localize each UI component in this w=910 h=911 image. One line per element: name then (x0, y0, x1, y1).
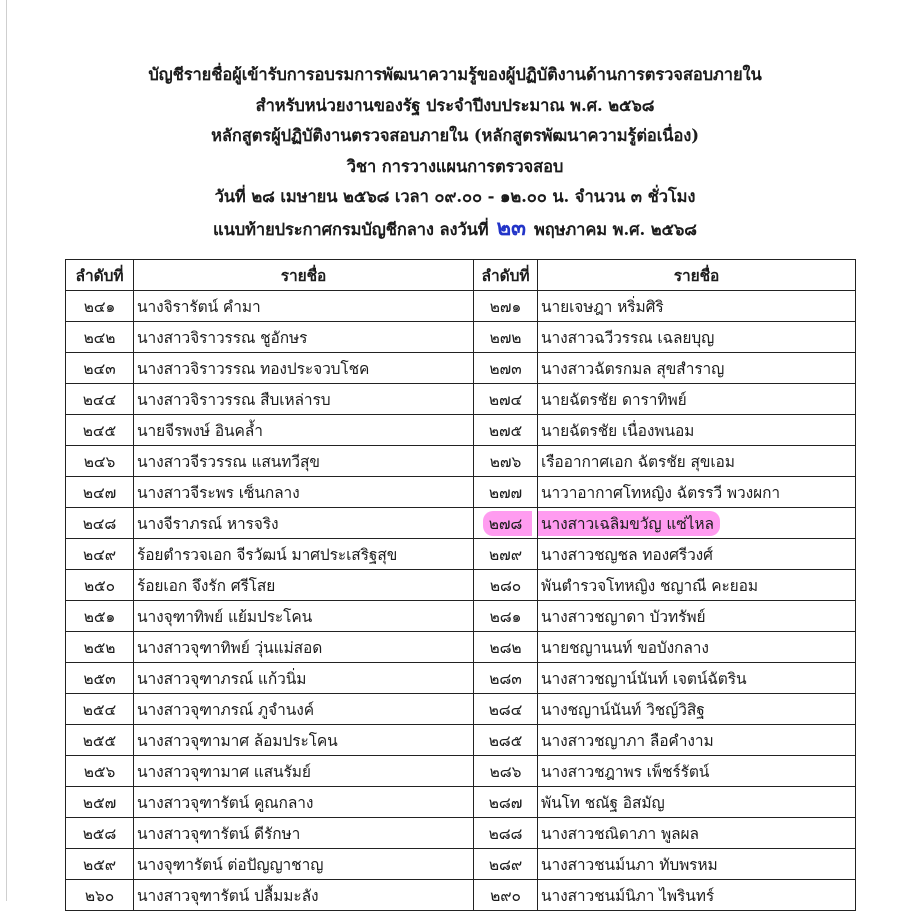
participant-name-right: นางสาวชญาดา บัวทรัพย์ (541, 607, 706, 626)
row-number-right-cell (474, 694, 538, 725)
participant-table (65, 259, 856, 911)
schedule-line: วันที่ ๒๘ เมษายน ๒๕๖๘ เวลา ๐๙.๐๐ - ๑๒.๐๐ น. จำนวน ๓ ชั่วโมง (214, 187, 696, 206)
row-number-right-cell (474, 849, 538, 880)
participant-name-right: เรืออากาศเอก ฉัตรชัย สุขเอม (541, 452, 735, 471)
row-number-right-cell (474, 322, 538, 353)
participant-name-left-cell (134, 818, 474, 849)
row-number-left-cell (66, 508, 134, 539)
row-number-left-cell (66, 415, 134, 446)
participant-name-right-cell (538, 322, 856, 353)
row-number-right-cell (474, 787, 538, 818)
participant-name-left: นางสาวจีระพร เซ็นกลาง (137, 483, 300, 502)
participant-name-left: นางจุฑาทิพย์ แย้มประโคน (137, 607, 313, 626)
row-number-right: ๒๘๒ (489, 638, 522, 657)
participant-name-right: นายเจษฎา หริ่มศิริ (541, 297, 664, 316)
participant-name-right-cell (538, 384, 856, 415)
row-number-left-cell (66, 818, 134, 849)
participant-name-right-cell (538, 725, 856, 756)
document-header (0, 60, 910, 243)
participant-name-left-cell (134, 694, 474, 725)
participant-name-right: นางสาวชญาภา ลือคำงาม (541, 731, 714, 750)
row-number-left: ๒๕๑ (83, 607, 116, 626)
row-number-left-cell (66, 446, 134, 477)
row-number-left-cell (66, 477, 134, 508)
participant-name-right: นางสาวชนม์นิภา ไพรินทร์ (541, 886, 715, 905)
row-number-right-cell (474, 570, 538, 601)
row-number-right-cell (474, 477, 538, 508)
table-row (66, 570, 856, 601)
row-number-right: ๒๘๖ (489, 762, 522, 781)
participant-name-right: นางสาวฉวีวรรณ เฉลยบุญ (541, 328, 715, 347)
column-header-number-right: ลำดับที่ (474, 260, 538, 291)
table-row (66, 632, 856, 663)
row-number-left-cell (66, 880, 134, 911)
row-number-left-cell (66, 756, 134, 787)
participant-name-right-cell (538, 570, 856, 601)
row-number-right: ๒๗๑ (489, 297, 522, 316)
row-number-right: ๒๘๑ (489, 607, 522, 626)
table-row (66, 880, 856, 911)
participant-name-left-cell (134, 756, 474, 787)
row-number-right-cell (474, 415, 538, 446)
row-number-left: ๒๕๖ (83, 762, 116, 781)
participant-name-left: นางสาวจุฑาภรณ์ แก้วนิ่ม (137, 669, 307, 688)
row-number-right-cell (474, 632, 538, 663)
row-number-right: ๒๗๙ (489, 545, 522, 564)
participant-name-left-cell (134, 601, 474, 632)
row-number-right-cell (474, 539, 538, 570)
participant-name-right: นางสาวฉัตรกมล สุขสำราญ (541, 359, 725, 378)
table-row (66, 291, 856, 322)
row-number-left-cell (66, 384, 134, 415)
row-number-left: ๒๕๙ (82, 855, 116, 874)
table-row (66, 322, 856, 353)
column-header-name-left: รายชื่อ (134, 260, 474, 291)
participant-name-left: ร้อยตำรวจเอก จีรวัฒน์ มาศประเสริฐสุข (137, 545, 398, 564)
participant-name-right-cell (538, 756, 856, 787)
annex-suffix: พฤษภาคม พ.ศ. ๒๕๖๘ (533, 219, 697, 239)
row-number-left-cell (66, 291, 134, 322)
row-number-right-cell (474, 756, 538, 787)
participant-name-right-cell (538, 694, 856, 725)
row-number-left: ๒๔๑ (83, 297, 116, 316)
table-row (66, 818, 856, 849)
row-number-left: ๒๖๐ (84, 886, 115, 905)
participant-name-right-cell (538, 849, 856, 880)
table-body (66, 291, 856, 911)
participant-name-right-cell (538, 415, 856, 446)
row-number-right-cell (474, 384, 538, 415)
row-number-right: ๒๗๓ (489, 359, 522, 378)
row-number-left-cell (66, 353, 134, 384)
row-number-left-cell (66, 601, 134, 632)
participant-name-left: นางสาวจุฑามาศ แสนรัมย์ (137, 762, 311, 781)
row-number-right: ๒๘๘ (488, 824, 523, 843)
participant-name-left: นางสาวจิราวรรณ ชูอักษร (137, 328, 308, 347)
participant-name-right: นางสาวชญาน์นันท์ เจตน์ฉัตริน (541, 669, 747, 688)
participant-name-right: นายชญานนท์ ขอบังกลาง (541, 638, 709, 657)
row-number-left: ๒๔๗ (82, 483, 117, 502)
row-number-right-cell (474, 725, 538, 756)
participant-name-right: พันโท ชณัฐ อิสมัญ (541, 793, 665, 812)
row-number-left: ๒๕๔ (82, 700, 117, 719)
participant-name-left: นางจิรารัตน์ คำมา (137, 297, 261, 316)
participant-name-left-cell (134, 322, 474, 353)
row-number-left: ๒๕๓ (83, 669, 116, 688)
row-number-right-cell (474, 601, 538, 632)
participant-name-left-cell (134, 570, 474, 601)
participant-name-left: นางสาวจิราวรรณ ทองประจวบโชค (137, 359, 370, 378)
table-row (66, 415, 856, 446)
row-number-right: ๒๗๖ (489, 452, 522, 471)
participant-name-right-cell (538, 291, 856, 322)
participant-name-right: นางชญาน์นันท์ วิชญ์วิสิฐ (541, 700, 705, 719)
participant-name-left: นางสาวจุฑามาศ ล้อมประโคน (137, 731, 338, 750)
annex-line (0, 213, 910, 244)
row-number-left: ๒๕๒ (83, 638, 116, 657)
row-number-right: ๒๘๙ (488, 855, 523, 874)
participant-name-right-cell (538, 353, 856, 384)
table-header-row (66, 260, 856, 291)
participant-name-left-cell (134, 880, 474, 911)
fiscal-year-line: สำหรับหน่วยงานของรัฐ ประจำปีงบประมาณ พ.ศ. ๒๕๖๘ (255, 95, 655, 115)
row-number-left: ๒๔๓ (83, 359, 116, 378)
row-number-left: ๒๔๒ (83, 328, 116, 347)
row-number-right: ๒๙๐ (490, 886, 521, 905)
annex-day: ๒๓ (496, 214, 526, 241)
row-number-right: ๒๗๕ (488, 421, 523, 440)
table-row (66, 663, 856, 694)
participant-name-left-cell (134, 291, 474, 322)
course-line: หลักสูตรผู้ปฏิบัติงานตรวจสอบภายใน (หลักสูตรพัฒนาความรู้ต่อเนื่อง) (211, 126, 699, 145)
row-number-left-cell (66, 663, 134, 694)
participant-name-left: นางสาวจุฑาภรณ์ ภูจำนงค์ (137, 700, 314, 719)
participant-name-right: นางสาวชฎาพร เพ็ชร์รัตน์ (541, 762, 710, 781)
participant-name-right: นายฉัตรชัย เนื่องพนอม (541, 421, 695, 440)
row-number-right: ๒๗๔ (488, 390, 523, 409)
annex-prefix: แนบท้ายประกาศกรมบัญชีกลาง ลงวันที่ (213, 219, 489, 239)
row-number-left: ๒๕๘ (82, 824, 117, 843)
table-row (66, 694, 856, 725)
row-number-left-cell (66, 322, 134, 353)
participant-name-right: นางสาวเฉลิมขวัญ แซ่ไหล (538, 511, 720, 536)
participant-name-right-cell (538, 880, 856, 911)
row-number-left-cell (66, 725, 134, 756)
participant-name-right: นางสาวชนม์นภา ทับพรหม (541, 855, 718, 874)
participant-name-left: นางจีราภรณ์ หารจริง (137, 514, 279, 533)
table-row (66, 477, 856, 508)
participant-name-right: นางสาวชณิดาภา พูลผล (541, 824, 699, 843)
table-row (66, 508, 856, 539)
row-number-left-cell (66, 849, 134, 880)
column-header-number-left: ลำดับที่ (66, 260, 134, 291)
row-number-right: ๒๘๔ (488, 700, 523, 719)
row-number-right: ๒๗๗ (488, 483, 523, 502)
row-number-left-cell (66, 632, 134, 663)
participant-name-right-cell (538, 663, 856, 694)
row-number-right: ๒๗๒ (489, 328, 522, 347)
table-row (66, 353, 856, 384)
row-number-right: ๒๘๗ (488, 793, 523, 812)
participant-name-right-cell (538, 539, 856, 570)
participant-name-right-cell (538, 477, 856, 508)
participant-name-left-cell (134, 446, 474, 477)
table-row (66, 725, 856, 756)
table-row (66, 539, 856, 570)
participant-name-left-cell (134, 787, 474, 818)
table-row (66, 384, 856, 415)
row-number-left: ๒๔๖ (83, 452, 116, 471)
row-number-right-cell (474, 353, 538, 384)
participant-name-right: นายฉัตรชัย ดาราทิพย์ (541, 390, 687, 409)
row-number-right: ๒๘๐ (489, 576, 522, 595)
row-number-left: ๒๕๕ (82, 731, 117, 750)
participant-name-right-cell (538, 632, 856, 663)
row-number-right-cell (474, 446, 538, 477)
participant-name-left-cell (134, 663, 474, 694)
participant-name-right-cell (538, 446, 856, 477)
participant-name-right: นางสาวชญชล ทองศรีวงศ์ (541, 545, 713, 564)
participant-name-left-cell (134, 508, 474, 539)
row-number-right: ๒๗๘ (483, 511, 533, 536)
participant-name-left-cell (134, 384, 474, 415)
column-header-name-right: รายชื่อ (538, 260, 856, 291)
participant-name-right-cell (538, 787, 856, 818)
participant-name-left: นางสาวจุฑารัตน์ ดีรักษา (137, 824, 301, 843)
participant-name-left: นางสาวจุฑาทิพย์ วุ่นแม่สอด (137, 638, 323, 657)
row-number-right-cell (474, 818, 538, 849)
row-number-left-cell (66, 787, 134, 818)
document-title: บัญชีรายชื่อผู้เข้ารับการอบรมการพัฒนาความรู้ของผู้ปฏิบัติงานด้านการตรวจสอบภายใน (148, 65, 762, 84)
participant-name-right: พันตำรวจโทหญิง ชญาณี คะยอม (541, 576, 758, 595)
row-number-right: ๒๘๓ (489, 669, 522, 688)
participant-name-right: นาวาอากาศโทหญิง ฉัตรรวี พวงผกา (541, 483, 780, 502)
row-number-left: ๒๔๘ (82, 514, 117, 533)
table-row (66, 787, 856, 818)
row-number-left: ๒๔๔ (82, 390, 117, 409)
table-row (66, 756, 856, 787)
row-number-right-cell (474, 663, 538, 694)
row-number-left-cell (66, 694, 134, 725)
row-number-left: ๒๕๗ (82, 793, 117, 812)
row-number-left: ๒๕๐ (83, 576, 116, 595)
row-number-right-cell (474, 508, 538, 539)
row-number-left-cell (66, 539, 134, 570)
participant-name-right-cell (538, 818, 856, 849)
participant-name-left: นายจีรพงษ์ อินคล้ำ (137, 421, 263, 440)
participant-name-left-cell (134, 725, 474, 756)
row-number-left: ๒๔๙ (82, 545, 116, 564)
subject-line: วิชา การวางแผนการตรวจสอบ (346, 156, 564, 176)
participant-name-left-cell (134, 539, 474, 570)
participant-name-left-cell (134, 632, 474, 663)
row-number-left-cell (66, 570, 134, 601)
row-number-right-cell (474, 291, 538, 322)
participant-name-left: นางสาวจีรวรรณ แสนทวีสุข (137, 452, 320, 471)
participant-name-left-cell (134, 849, 474, 880)
participant-name-right-cell (538, 601, 856, 632)
participant-name-left-cell (134, 415, 474, 446)
row-number-right-cell (474, 880, 538, 911)
participant-name-left: นางจุฑารัตน์ ต่อปัญญาชาญ (137, 855, 324, 874)
participant-name-left-cell (134, 477, 474, 508)
row-number-left: ๒๔๕ (82, 421, 117, 440)
table-row (66, 446, 856, 477)
participant-name-left: ร้อยเอก จึงรัก ศรีโสย (137, 576, 276, 595)
row-number-right: ๒๘๕ (488, 731, 523, 750)
participant-name-left: นางสาวจุฑารัตน์ ปลื้มมะลัง (137, 886, 319, 905)
participant-name-left-cell (134, 353, 474, 384)
table-row (66, 849, 856, 880)
table-row (66, 601, 856, 632)
participant-name-right-cell (538, 508, 856, 539)
participant-name-left: นางสาวจุฑารัตน์ คูณกลาง (137, 793, 314, 812)
participant-name-left: นางสาวจิราวรรณ สืบเหล่ารบ (137, 390, 331, 409)
